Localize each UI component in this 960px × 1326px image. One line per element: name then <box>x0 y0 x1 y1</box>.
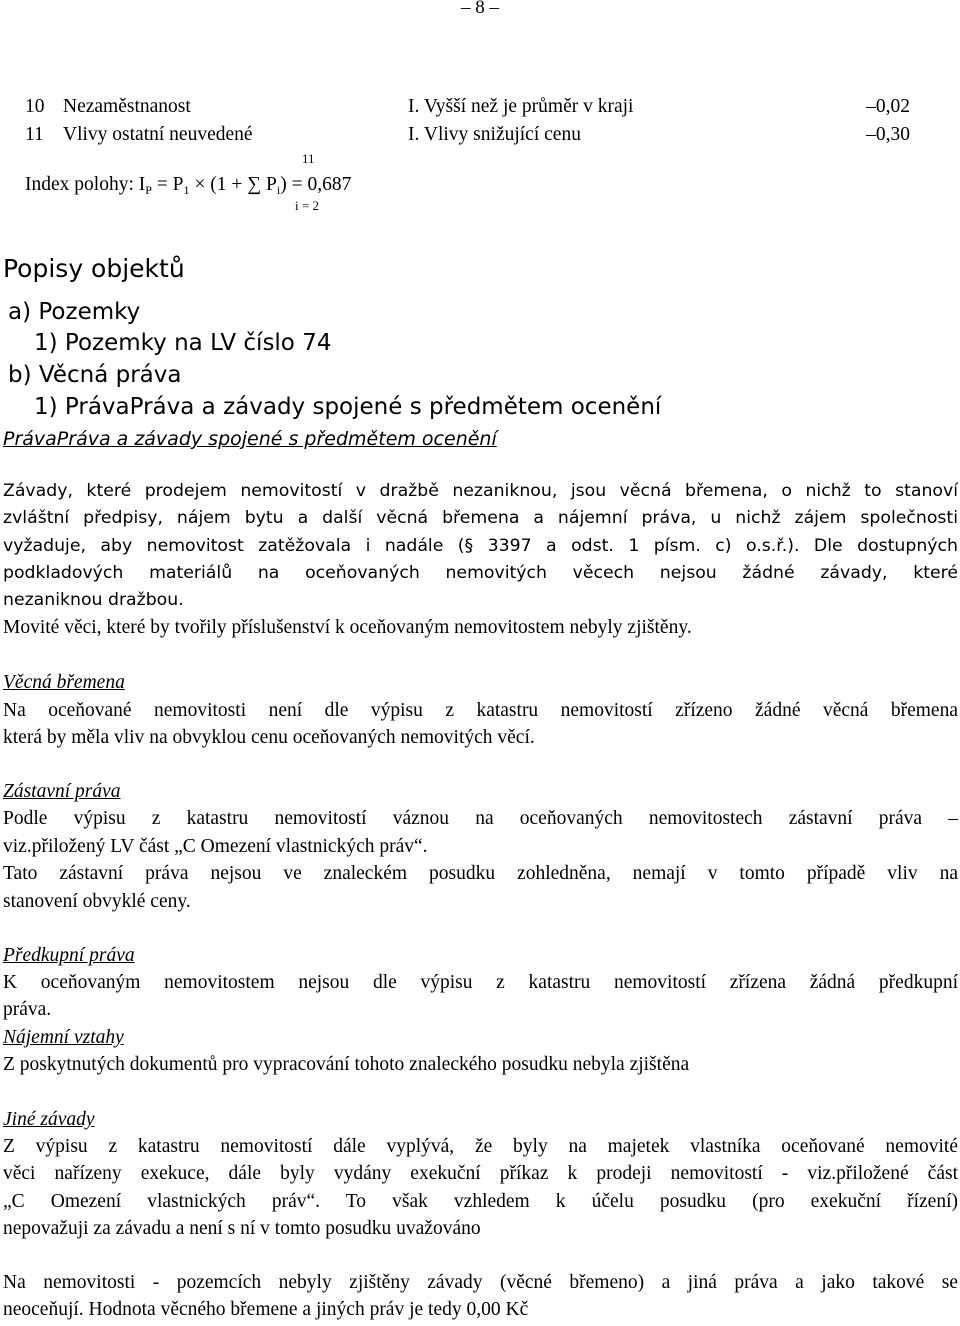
row-class: I. Vlivy snižující cenu <box>408 124 581 145</box>
paragraph-line: Na oceňované nemovitosti není dle výpisu z katastru nemovitostí zřízeno žádné věcná břemena <box>3 700 958 721</box>
row-value: –0,02 <box>866 96 910 117</box>
row-name: Vlivy ostatní neuvedené <box>63 124 253 145</box>
sum-lower-limit: i = 2 <box>295 198 319 213</box>
paragraph-line: neoceňují. Hodnota věcného břemene a jiných práv je tedy 0,00 Kč <box>3 1299 529 1320</box>
sum-upper-limit: 11 <box>302 151 315 166</box>
paragraph-line: nepovažuji za závadu a není s ní v tomto posudku uvažováno <box>3 1218 481 1239</box>
paragraph-line: stanovení obvyklé ceny. <box>3 891 191 912</box>
subsection-heading: PrávaPráva a závady spojené s předmětem ocenění <box>3 428 497 450</box>
paragraph-line: vyžaduje, aby nemovitost zatěžovala i nadále (§ 3397 a odst. 1 písm. c) o.s.ř.). Dle dostupných <box>3 536 958 556</box>
outline-item-a1: 1) Pozemky na LV číslo 74 <box>34 330 332 356</box>
paragraph-line: která by měla vliv na obvyklou cenu oceňovaných nemovitých věcí. <box>3 727 535 748</box>
sigma-symbol: ∑ <box>247 174 262 195</box>
paragraph-line: Závady, které prodejem nemovitostí v dražbě nezaniknou, jsou věcná břemena, o nichž to stanoví <box>3 481 958 501</box>
paragraph-line: zvláštní předpisy, nájem bytu a další věcná břemena a nájemní práva, u nichž zájem společnosti <box>3 508 958 528</box>
paragraph-line: práva. <box>3 999 52 1020</box>
row-name: Nezaměstnanost <box>63 96 191 117</box>
formula-text: Index polohy: $I_P = P_1 \times (1$ + ∑ $P_i) = 0,687$ <box>25 174 352 197</box>
paragraph-line: věci nařízeny exekuce, dále byly vydány exekuční příkaz k prodeji nemovitostí - viz.přiložené část <box>3 1163 958 1184</box>
section-heading: Předkupní práva <box>3 945 135 966</box>
paragraph-line: viz.přiložený LV část „C Omezení vlastnických práv“. <box>3 836 428 857</box>
section-title: Popisy objektů <box>3 254 185 283</box>
row-value: –0,30 <box>866 124 910 145</box>
paragraph-line: K oceňovaným nemovitostem nejsou dle výpisu z katastru nemovitostí zřízena žádná předkupní <box>3 972 958 993</box>
page-number: – 8 – <box>461 0 499 18</box>
row-class: I. Vyšší než je průměr v kraji <box>408 96 634 117</box>
outline-item-a: a) Pozemky <box>8 299 141 325</box>
paragraph-line: Movité věci, které by tvořily příslušenství k oceňovaným nemovitostem nebyly zjištěny. <box>3 617 692 638</box>
paragraph-line: Z poskytnutých dokumentů pro vypracování tohoto znaleckého posudku nebyla zjištěna <box>3 1054 690 1075</box>
paragraph-line: Tato zástavní práva nejsou ve znaleckém posudku zohledněna, nemají v tomto případě vliv na <box>3 863 958 884</box>
section-heading: Věcná břemena <box>3 672 125 693</box>
outline-item-b: b) Věcná práva <box>8 362 182 388</box>
section-heading: Jiné závady <box>3 1109 95 1130</box>
paragraph-line: Na nemovitosti - pozemcích nebyly zjištěny závady (věcné břemeno) a jiná práva a jako takové se <box>3 1272 958 1293</box>
outline-item-b1: 1) PrávaPráva a závady spojené s předmětem ocenění <box>34 394 662 420</box>
paragraph-line: „C Omezení vlastnických práv“. To však vzhledem k účelu posudku (pro exekuční řízení) <box>3 1191 958 1212</box>
paragraph-line: nezaniknou dražbou. <box>3 590 184 610</box>
row-number: 11 <box>25 124 44 145</box>
section-heading: Nájemní vztahy <box>3 1027 124 1048</box>
row-number: 10 <box>25 96 45 117</box>
paragraph-line: podkladových materiálů na oceňovaných nemovitých věcech nejsou žádné závady, které <box>3 563 958 583</box>
section-heading: Zástavní práva <box>3 781 121 802</box>
paragraph-line: Z výpisu z katastru nemovitostí dále vyplývá, že byly na majetek vlastníka oceňované nemovité <box>3 1136 958 1157</box>
paragraph-line: Podle výpisu z katastru nemovitostí váznou na oceňovaných nemovitostech zástavní práva – <box>3 808 958 829</box>
